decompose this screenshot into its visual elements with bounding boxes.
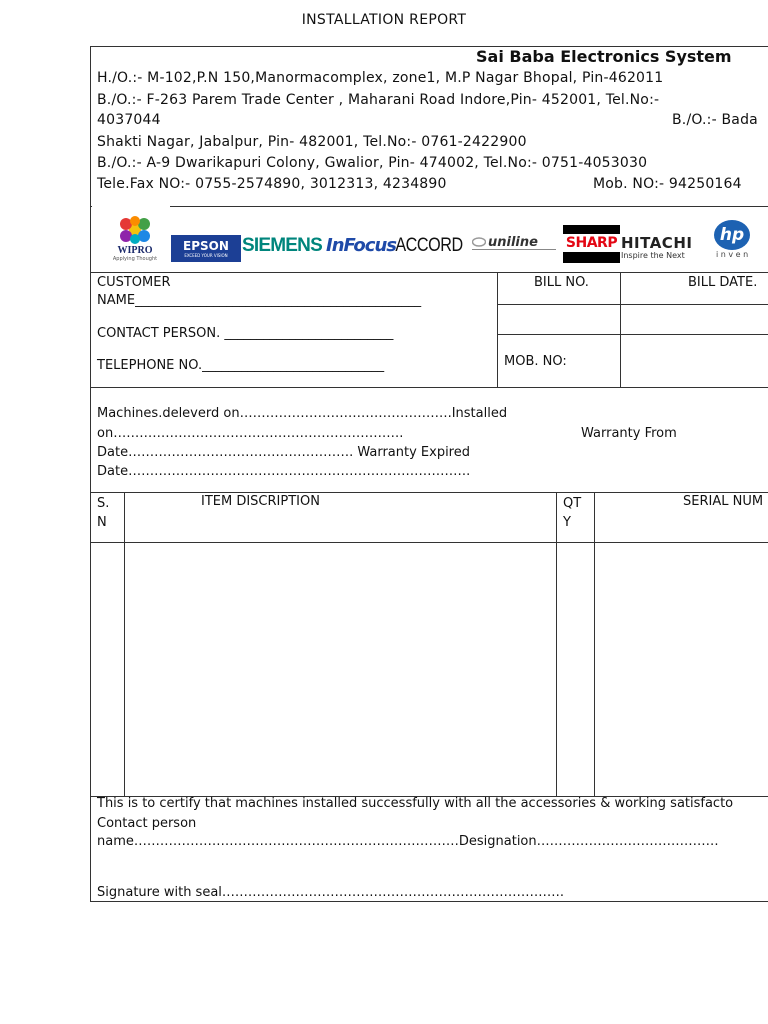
hitachi-logo <box>621 236 709 260</box>
jabalpur-branch-label: B./O.:- Bada <box>672 112 758 128</box>
items-header-bottom <box>90 542 768 543</box>
customer-section-top <box>90 272 768 273</box>
siemens-logo: SIEMENS <box>242 235 322 256</box>
warranty-from-label: Warranty From <box>581 426 677 441</box>
customer-name-field[interactable] <box>97 293 421 308</box>
signature-with-seal-line: Signature with seal……………………………………………………………………. <box>97 885 565 900</box>
wipro-flower-icon <box>115 214 155 246</box>
accord-logo: ACCORD <box>395 235 463 256</box>
item-description-entry-area[interactable] <box>126 544 555 795</box>
qty-header-line-2: Y <box>563 515 571 530</box>
telephone-blank: ____________________________ <box>202 358 385 373</box>
wipro-logo <box>106 212 164 264</box>
telephone-label: TELEPHONE NO. <box>97 358 203 373</box>
wipro-wordmark: WIPRO <box>117 245 153 256</box>
hp-badge: hp <box>714 220 750 250</box>
head-office-address: H./O.:- M-102,P.N 150,Manormacomplex, zone1, M.P Nagar Bhopal, Pin-462011 <box>97 70 664 86</box>
sn-column-divider <box>124 492 125 796</box>
customer-divider <box>497 272 498 387</box>
qty-header-line-1: QT <box>563 496 582 511</box>
customer-label: CUSTOMER <box>97 275 171 290</box>
fax-numbers: Tele.Fax NO:- 0755-2574890, 3012313, 4234890 <box>97 176 447 192</box>
bill-no-label: BILL NO. <box>534 275 589 290</box>
bill-divider <box>620 272 621 387</box>
bill-date-field[interactable] <box>622 306 768 333</box>
indore-branch-address: B./O.:- F-263 Parem Trade Center , Maharani Road Indore,Pin- 452001, Tel.No:- <box>97 92 660 108</box>
jabalpur-branch-address: Shakti Nagar, Jabalpur, Pin- 482001, Tel.No:- 0761-2422900 <box>97 134 527 150</box>
customer-section-bottom <box>90 387 768 388</box>
mobile-number: Mob. NO:- 94250164 <box>593 176 742 192</box>
qty-column-divider <box>594 492 595 796</box>
contact-person-blank: __________________________ <box>224 326 394 341</box>
sn-header <box>97 494 109 532</box>
description-column-divider <box>556 492 557 796</box>
logo-divider-tick <box>90 206 92 207</box>
bill-row-line-1 <box>497 304 768 305</box>
indore-branch-phone: 4037044 <box>97 112 161 128</box>
hp-logo <box>712 220 768 260</box>
delivered-on-line: Machines.deleverd on………………………………………….Installed <box>97 406 508 421</box>
hitachi-tagline: Inspire the Next <box>621 251 685 260</box>
infocus-logo: InFocus <box>326 234 396 256</box>
wipro-tagline: Applying Thought <box>112 256 158 262</box>
bill-date-label: BILL DATE. <box>688 275 758 290</box>
sn-header-line-1: S. <box>97 496 110 511</box>
epson-tagline: EXCEED YOUR VISION <box>184 252 228 258</box>
uniline-underline <box>472 249 556 250</box>
telephone-field[interactable] <box>97 358 384 373</box>
epson-wordmark: EPSON <box>183 238 229 253</box>
items-table-top <box>90 492 768 493</box>
warranty-expiry-date-line: Date……………………………………………………………………. <box>97 464 471 479</box>
serial-number-entry-area[interactable] <box>596 544 768 795</box>
qty-entry-area[interactable] <box>558 544 593 795</box>
contact-person-field[interactable] <box>97 326 393 341</box>
report-title: INSTALLATION REPORT <box>301 12 467 28</box>
uniline-swoosh-icon <box>472 237 486 247</box>
gwalior-branch-address: B./O.:- A-9 Dwarikapuri Colony, Gwalior, Pin- 474002, Tel.No:- 0751-4053030 <box>97 155 648 171</box>
name-designation-line: name…………………………………………………………………Designation…………………………………… <box>97 834 719 849</box>
uniline-wordmark: uniline <box>488 234 538 250</box>
company-name: Sai Baba Electronics System <box>476 47 732 66</box>
epson-logo <box>171 235 241 262</box>
qty-header <box>563 494 581 532</box>
contact-person-label: CONTACT PERSON. <box>97 326 221 341</box>
bill-no-field[interactable] <box>499 306 619 333</box>
hitachi-wordmark: HITACHI <box>621 234 693 252</box>
serial-number-header: SERIAL NUM <box>683 494 764 509</box>
contact-person-footer-label: Contact person <box>97 816 197 831</box>
customer-name-blank: ____________________________________________ <box>135 293 422 308</box>
sharp-logo: SHARP <box>563 234 620 252</box>
logo-divider <box>170 206 768 207</box>
sn-header-line-2: N <box>97 515 107 530</box>
bill-row-line-2 <box>497 334 768 335</box>
customer-name-label: NAME <box>97 293 136 308</box>
item-description-header: ITEM DISCRIPTION <box>201 494 320 509</box>
installed-on-line: on…………………………………………………………. <box>97 426 404 441</box>
certification-statement: This is to certify that machines installed successfully with all the accessories & working satisfacto <box>97 796 734 811</box>
mob-no-field[interactable] <box>622 336 768 386</box>
hp-tagline: i n v e n <box>716 250 749 259</box>
warranty-from-date-line: Date……………………………………………. Warranty Expired <box>97 445 470 460</box>
mob-no-label: MOB. NO: <box>504 354 567 369</box>
sn-entry-area[interactable] <box>91 544 123 795</box>
